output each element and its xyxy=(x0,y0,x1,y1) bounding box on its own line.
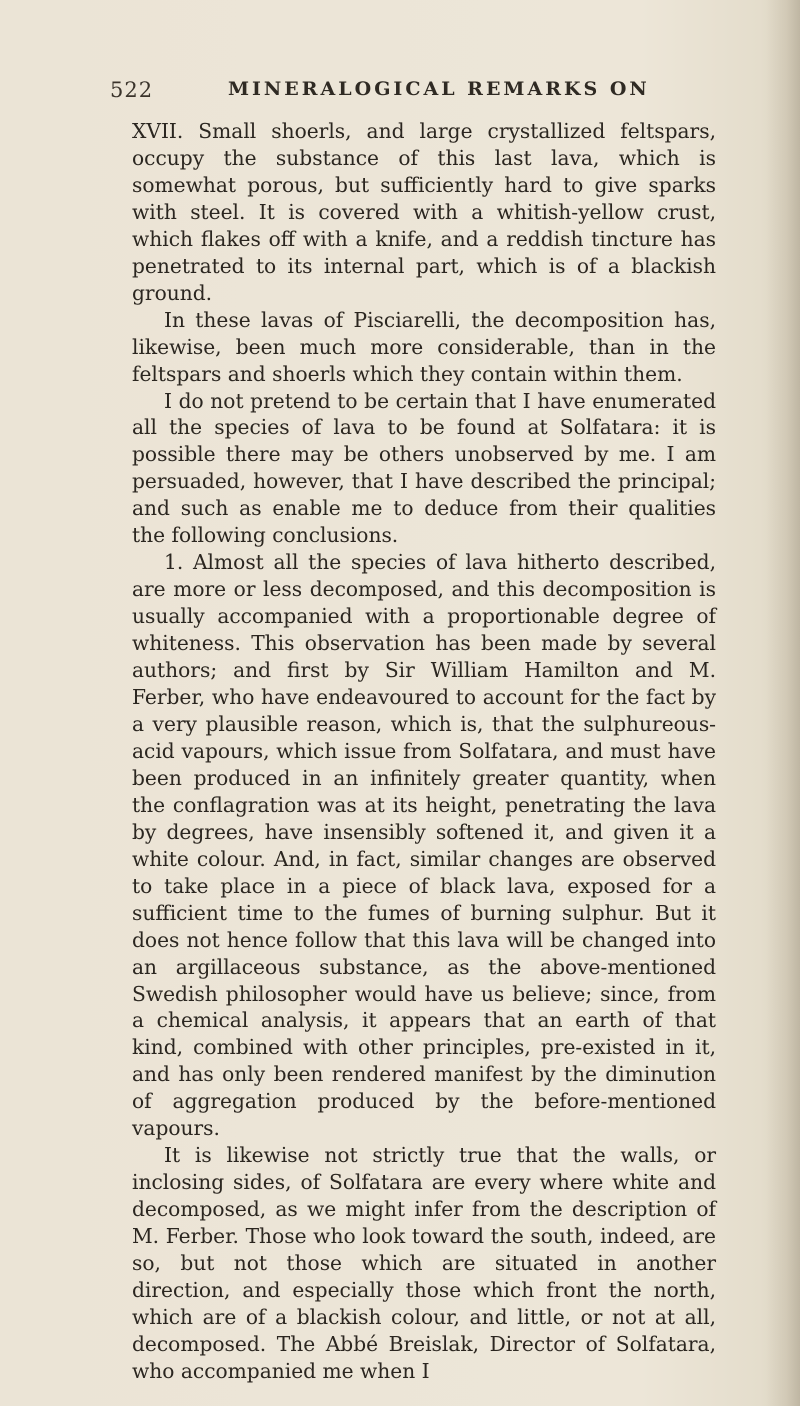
paragraph-conclusion-1: 1. Almost all the species of lava hitherto described, are more or less decomposed, and this decomposition is usually accompanied with a proportionable degree of whiteness. This observation has been made by several authors; and first by Sir William Hamilton and M. Ferber, who have endeavoured to account for the fact by a very plausible reason, which is, that the sulphureous-acid vapours, which issue from Solfatara, and must have been produced in an infinitely greater quantity, when the conflagration was at its height, penetrating the lava by degrees, have insensibly softened it, and given it a white colour. And, in fact, similar changes are observed to take place in a piece of black lava, exposed for a sufficient time to the fumes of burning sulphur. But it does not hence follow that this lava will be changed into an argillaceous substance, as the above-mentioned Swedish philosopher would have us believe; since, from a chemical analysis, it appears that an earth of that kind, combined with other principles, pre-existed in it, and has only been rendered manifest by the diminution of aggregation produced by the before-mentioned vapours. xyxy=(132,550,716,1141)
paragraph-xvii: XVII. Small shoerls, and large crystallized feltspars, occupy the substance of this last lava, which is somewhat porous, but sufficiently hard to give sparks with steel. It is covered with a whitish-yellow crust, which flakes off with a knife, and a reddish tincture has penetrated to its internal part, which is of a blackish ground. xyxy=(132,119,716,305)
paragraph-enumeration: I do not pretend to be certain that I have enumerated all the species of lava to be found at Solfatara: it is possible there may be others unobserved by me. I am persuaded, however, that I have described the principal; and such as enable me to deduce from their qualities the following conclusions. xyxy=(132,388,716,548)
paragraph-walls: It is likewise not strictly true that the walls, or inclosing sides, of Solfatara are every where white and decomposed, as we might infer from the description of M. Ferber. Those who look toward the south, indeed, are so, but not those which are situated in another direction, and especially those which front the north, which are of a blackish colour, and little, or not at all, decomposed. The Abbé Breislak, Director of Solfatara, who accompanied me when I xyxy=(132,1143,716,1383)
paragraph-pisciarelli: In these lavas of Pisciarelli, the decomposition has, likewise, been much more considerable, than in the feltspars and shoerls which they contain within them. xyxy=(132,307,716,386)
page-edge-shadow xyxy=(766,0,800,1406)
page-header xyxy=(110,78,670,108)
page-number: 522 xyxy=(110,78,154,102)
running-head: MINERALOGICAL REMARKS ON xyxy=(228,78,650,100)
body-text xyxy=(132,118,716,1385)
